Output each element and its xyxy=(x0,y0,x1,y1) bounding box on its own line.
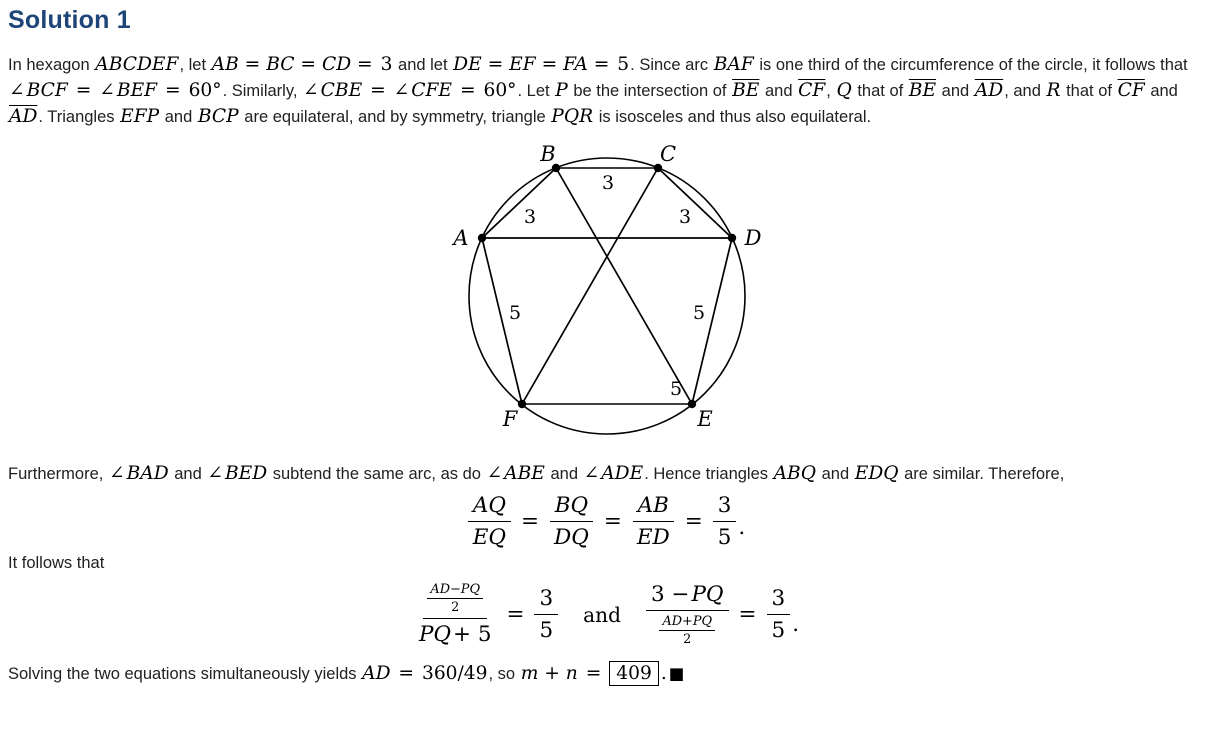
vertex-dot-D xyxy=(728,234,736,242)
segment-mov: $\overline{AD}$ xyxy=(974,80,1004,101)
segment-math: CFE xyxy=(411,80,453,101)
vertex-label-C: C xyxy=(659,144,677,166)
side-length-CD: 3 xyxy=(678,206,692,228)
side-length-BC: 3 xyxy=(601,172,615,194)
segment-math: R xyxy=(1046,80,1061,101)
segment-mn: ∠ xyxy=(303,80,319,101)
segment-text: are equilateral, and by symmetry, triangle xyxy=(239,108,551,126)
segment-math: = xyxy=(579,663,608,684)
segment-math: P xyxy=(555,80,568,101)
segment-math: = xyxy=(69,80,98,101)
geometry-figure xyxy=(427,144,787,453)
segment-text: and xyxy=(169,465,207,483)
hexagon-circle-diagram xyxy=(427,144,787,448)
segment-text: . Let xyxy=(517,82,555,100)
segment-mn: 60° xyxy=(188,80,222,101)
frac-denominator: + 5 xyxy=(453,622,492,647)
frac-numerator: 3 xyxy=(717,493,732,518)
segment-mn: ∠ xyxy=(108,463,125,484)
equation-period: . xyxy=(738,515,746,540)
segment-text: Solving the two equations simultaneously yields xyxy=(8,665,362,683)
segment-text: , and xyxy=(1004,82,1046,100)
segment-text: and xyxy=(937,82,974,100)
fraction-3-5 xyxy=(767,586,791,643)
frac-numerator: 3 xyxy=(539,586,554,611)
segment-text: Furthermore, xyxy=(8,465,108,483)
segment-text: be the intersection of xyxy=(568,82,732,100)
vertex-label-D: D xyxy=(744,226,762,250)
frac-denominator: 5 xyxy=(771,618,786,643)
frac-denominator: DQ xyxy=(554,525,589,550)
vertex-label-A: A xyxy=(453,226,469,250)
segment-math: ABE xyxy=(504,463,545,484)
segment-math: Q xyxy=(836,80,852,101)
segment-text: In hexagon xyxy=(8,56,95,74)
segment-mn: ∠ xyxy=(9,80,25,101)
segment-text: is one third of the circumference of the circle, it follows that xyxy=(754,56,1188,74)
equals-sign: = xyxy=(521,509,540,534)
segment-text: and xyxy=(1145,82,1178,100)
frac-numerator: AQ xyxy=(472,493,506,518)
equation-similar-ratios xyxy=(8,493,1206,550)
segment-mov: $\overline{CF}$ xyxy=(798,80,826,101)
fraction-right xyxy=(646,582,729,647)
segment-text: , xyxy=(826,82,836,100)
frac-denominator: PQ xyxy=(418,622,451,647)
segment-text: . Triangles xyxy=(38,108,120,126)
segment-mn: ∠ xyxy=(207,463,223,484)
vertex-label-E: E xyxy=(697,407,713,431)
vertex-dot-A xyxy=(478,234,486,242)
segment-mn: 60° xyxy=(483,80,517,101)
equals-sign: = xyxy=(603,509,622,534)
segment-math: ABCDEF xyxy=(95,54,179,75)
frac-denominator: EQ xyxy=(472,525,507,550)
equals-sign: = xyxy=(738,602,757,627)
segment-mov: $\overline{BE}$ xyxy=(732,80,760,101)
segment-math: ABQ xyxy=(773,463,817,484)
segment-text: that of xyxy=(1061,82,1117,100)
frac-numerator: 3 xyxy=(771,586,786,611)
segment-math: AB = BC = CD = xyxy=(211,54,379,75)
vertex-label-F: F xyxy=(502,407,518,431)
side-length-AB: 3 xyxy=(523,206,537,228)
fraction-3-5 xyxy=(713,493,737,550)
vertex-dot-E xyxy=(688,400,696,408)
side-length-DE: 5 xyxy=(692,302,706,324)
frac-numerator: 3 − xyxy=(651,582,690,607)
segment-math: BCP xyxy=(197,106,239,127)
segment-math: ADE xyxy=(601,463,644,484)
frac-denominator: 5 xyxy=(717,525,732,550)
frac-numerator: AB xyxy=(637,493,669,518)
frac-numerator: AD−PQ xyxy=(430,582,481,597)
segment-box: 409 xyxy=(609,661,659,686)
fraction-3-5 xyxy=(534,586,558,643)
segment-text: . Since arc xyxy=(630,56,713,74)
segment-text: are similar. Therefore, xyxy=(899,465,1065,483)
frac-numerator: PQ xyxy=(691,582,724,607)
segment-math: BCF xyxy=(26,80,68,101)
solution-paragraph-2 xyxy=(8,461,1206,487)
segment-math: = xyxy=(159,80,187,101)
segment-text: is isosceles and thus also equilateral. xyxy=(594,108,872,126)
segment-math: BEF xyxy=(116,80,158,101)
fraction-AD-plus-PQ-over-2 xyxy=(659,614,715,647)
segment-mov: $\overline{AD}$ xyxy=(9,106,38,127)
chord-BE xyxy=(556,168,692,404)
chord-CD xyxy=(658,168,732,238)
segment-text: and xyxy=(160,108,197,126)
equation-system xyxy=(8,582,1206,647)
segment-math: DE = EF = FA = xyxy=(453,54,616,75)
circumcircle xyxy=(469,158,745,434)
frac-numerator: BQ xyxy=(554,493,589,518)
segment-qed: ■ xyxy=(668,664,685,683)
segment-mn: ∠ xyxy=(393,80,410,101)
frac-denominator: 2 xyxy=(451,600,460,615)
segment-math: EDQ xyxy=(854,463,899,484)
equals-sign: = xyxy=(684,509,703,534)
segment-text: , so xyxy=(488,665,520,683)
segment-text: that of xyxy=(852,82,908,100)
segment-mn: ∠ xyxy=(99,80,115,101)
segment-text: , let xyxy=(179,56,211,74)
solution-paragraph-1 xyxy=(8,52,1206,130)
segment-math: EFP xyxy=(120,106,160,127)
segment-mn: ∠ xyxy=(583,463,600,484)
segment-text: . Hence triangles xyxy=(644,465,773,483)
equals-sign: = xyxy=(506,602,525,627)
fraction-left xyxy=(414,582,497,647)
segment-math: PQR xyxy=(551,106,594,127)
side-length-EF: 5 xyxy=(669,378,683,400)
segment-mov: $\overline{CF}$ xyxy=(1117,80,1145,101)
segment-math: = xyxy=(454,80,482,101)
segment-mn: 3 xyxy=(380,54,393,75)
solution-paragraph-3: It follows that xyxy=(8,554,105,572)
segment-math: m + n xyxy=(520,663,578,684)
segment-math: CBE xyxy=(320,80,363,101)
segment-math: BAD xyxy=(126,463,169,484)
segment-mn: . xyxy=(660,663,667,684)
segment-mn: ∠ xyxy=(486,463,503,484)
fraction-BQ-DQ xyxy=(549,493,594,550)
segment-text: and let xyxy=(393,56,453,74)
segment-text: . Similarly, xyxy=(222,82,303,100)
frac-denominator: ED xyxy=(636,525,670,550)
segment-text: and xyxy=(545,465,583,483)
segment-mn: 5 xyxy=(617,54,630,75)
segment-math: = xyxy=(392,663,420,684)
fraction-AQ-EQ xyxy=(468,493,511,550)
equation-period: . xyxy=(792,612,800,637)
segment-mov: $\overline{BE}$ xyxy=(908,80,937,101)
vertex-dot-F xyxy=(518,400,526,408)
solution-page xyxy=(0,6,1214,687)
side-length-FA: 5 xyxy=(508,302,522,324)
frac-numerator: AD+PQ xyxy=(662,614,713,629)
and-word: and xyxy=(583,602,621,627)
segment-mn: 360/49 xyxy=(421,663,488,684)
segment-math: BED xyxy=(224,463,268,484)
segment-math: AD xyxy=(362,663,391,684)
chord-AB xyxy=(482,168,556,238)
segment-text: and xyxy=(760,82,798,100)
fraction-AB-ED xyxy=(632,493,675,550)
segment-math: = xyxy=(364,80,392,101)
segment-math: BAF xyxy=(713,54,754,75)
segment-text: and xyxy=(817,465,854,483)
vertex-label-B: B xyxy=(540,144,556,166)
chord-CF xyxy=(522,168,658,404)
page-title: Solution 1 xyxy=(8,6,131,34)
frac-denominator: 5 xyxy=(539,618,554,643)
segment-text: subtend the same arc, as do xyxy=(268,465,486,483)
frac-denominator: 2 xyxy=(683,632,692,647)
solution-paragraph-4 xyxy=(8,661,1206,687)
fraction-AD-minus-PQ-over-2 xyxy=(427,582,483,615)
